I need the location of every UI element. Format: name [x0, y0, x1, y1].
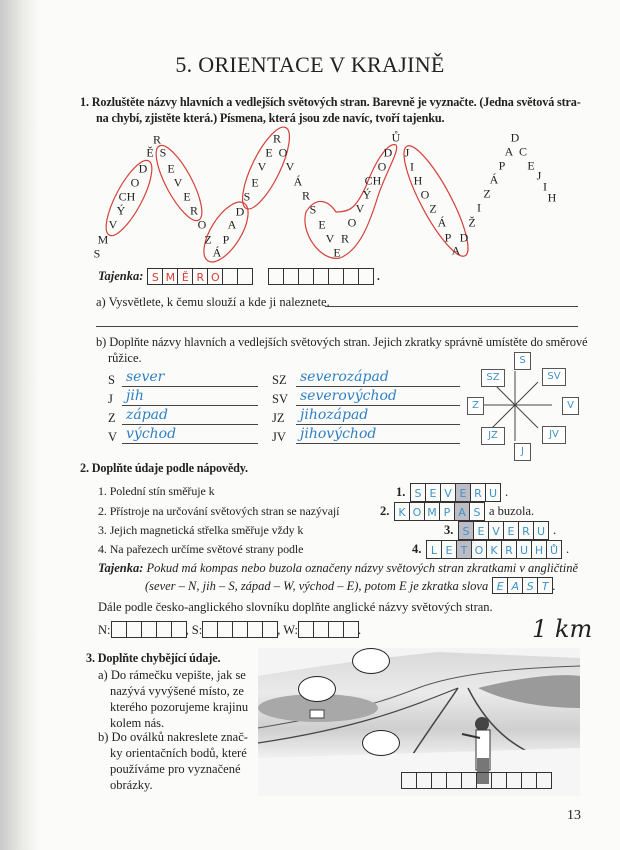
tajenka-box[interactable]	[283, 268, 299, 285]
english-names-row: N: , S: , W: .	[98, 622, 362, 637]
compass-sw[interactable]: JZ	[481, 427, 505, 445]
hill-box[interactable]	[416, 772, 432, 789]
hill-box[interactable]	[521, 772, 537, 789]
direction-abbr: JV	[272, 430, 286, 444]
tajenka-row: Tajenka: S M Ě R O .	[98, 267, 381, 284]
puzzle-letter: J	[404, 145, 410, 160]
crossword-row	[458, 521, 556, 540]
puzzle-letter: Ů	[391, 130, 401, 145]
crossword-cell[interactable]: E	[441, 540, 457, 559]
tajenka-box[interactable]	[313, 268, 329, 285]
handwritten-answer: jih	[126, 388, 144, 404]
compass-e[interactable]: V	[562, 397, 579, 415]
crossword-cell[interactable]: S	[458, 521, 474, 540]
crossword-cell[interactable]: K	[394, 502, 410, 521]
ex3-a	[98, 667, 248, 731]
direction-abbr: JZ	[272, 411, 285, 425]
north-label: N:	[98, 622, 111, 637]
direction-abbr: S	[108, 373, 115, 387]
row-number: 4.	[412, 542, 422, 556]
crossword-cell[interactable]: S	[469, 502, 485, 521]
north-box[interactable]	[141, 621, 157, 638]
north-box[interactable]	[111, 621, 127, 638]
east-answer-boxes	[492, 577, 552, 594]
puzzle-letter: S	[243, 189, 251, 204]
puzzle-letter: Á	[212, 245, 222, 260]
puzzle-letter: H	[413, 173, 423, 188]
west-box[interactable]	[313, 621, 329, 638]
puzzle-letter: S	[309, 202, 317, 217]
puzzle-letter: R	[301, 188, 311, 203]
hill-box[interactable]	[506, 772, 522, 789]
row-suffix: .	[566, 542, 570, 556]
puzzle-letter: E	[251, 175, 259, 190]
handwritten-answer: severovýchod	[300, 388, 397, 404]
puzzle-letter: E	[318, 217, 326, 232]
compass-n[interactable]: S	[514, 352, 531, 370]
question-b-2: růžice.	[108, 351, 142, 365]
hill-name-boxes[interactable]	[401, 772, 551, 789]
text-line: obrázky.	[110, 778, 153, 792]
page-number: 13	[567, 808, 581, 823]
answer-line-a2[interactable]	[96, 326, 578, 327]
row-suffix: a buzola.	[489, 504, 535, 518]
puzzle-letter: A	[451, 243, 461, 258]
puzzle-letter: Á	[437, 215, 447, 230]
handwritten-answer: jihozápad	[300, 407, 369, 423]
puzzle-letter: O	[197, 217, 207, 232]
row-suffix: .	[553, 523, 557, 537]
row-number: 3.	[444, 523, 454, 537]
west-box[interactable]	[298, 621, 314, 638]
puzzle-letter: S	[159, 145, 167, 160]
west-box[interactable]	[328, 621, 344, 638]
crossword-cell[interactable]: R	[501, 540, 517, 559]
crossword-row	[410, 483, 508, 502]
puzzle-letter: A	[227, 217, 237, 232]
answer-line[interactable]	[296, 443, 460, 444]
handwritten-note: 1 km	[532, 615, 593, 643]
crossword-cell[interactable]: R	[518, 521, 534, 540]
tajenka-box[interactable]	[298, 268, 314, 285]
tajenka-box[interactable]	[358, 268, 374, 285]
ex2-tajenka-1	[98, 560, 578, 576]
puzzle-letter: D	[383, 145, 393, 160]
landscape-illustration	[258, 648, 580, 796]
puzzle-letter: Ě	[146, 145, 154, 160]
puzzle-letter: I	[410, 159, 414, 174]
puzzle-letter: V	[325, 231, 335, 246]
north-box[interactable]	[171, 621, 187, 638]
crossword-cell[interactable]: E	[473, 521, 489, 540]
puzzle-letter: R	[272, 131, 282, 146]
crossword-cell[interactable]: P	[439, 502, 455, 521]
west-box[interactable]	[343, 621, 359, 638]
puzzle-letter: V	[285, 159, 295, 174]
south-box[interactable]	[217, 621, 233, 638]
tajenka-label: Tajenka:	[98, 268, 144, 283]
puzzle-letter: O	[377, 159, 387, 174]
row-number: 2.	[380, 504, 390, 518]
ex2-tajenka-label: Tajenka:	[98, 561, 144, 575]
text-line: používáme pro vyznačené	[110, 762, 241, 776]
crossword-cell[interactable]: K	[486, 540, 502, 559]
puzzle-letter: V	[173, 175, 183, 190]
compass-ne[interactable]: SV	[542, 368, 566, 386]
puzzle-letter: I	[477, 200, 481, 215]
handwritten-answer: severozápad	[300, 369, 389, 385]
ex1-instruction-2: na chybí, zjistěte která.) Písmena, která jsou zde navíc, tvoří tajenku.	[96, 111, 445, 125]
text-line: kolem nás.	[110, 716, 165, 730]
hill-box[interactable]	[431, 772, 447, 789]
north-boxes[interactable]	[111, 621, 186, 638]
crossword-cell[interactable]: L	[426, 540, 442, 559]
puzzle-letter: E	[265, 145, 273, 160]
puzzle-letter: D	[138, 161, 148, 176]
answer-line[interactable]	[122, 424, 258, 425]
compass-se[interactable]: JV	[542, 426, 566, 444]
direction-abbr: J	[108, 392, 113, 406]
answer-line[interactable]	[122, 386, 258, 387]
ex2-instruction: 2. Doplňte údaje podle nápovědy.	[80, 461, 248, 475]
puzzle-letter: E	[183, 189, 191, 204]
row-suffix: .	[505, 485, 509, 499]
answer-line-a1[interactable]	[325, 306, 578, 307]
tajenka-box[interactable]	[268, 268, 284, 285]
tajenka-box[interactable]	[328, 268, 344, 285]
oval-2[interactable]	[298, 676, 336, 702]
east-box[interactable]: A	[507, 577, 523, 594]
dictionary-instruction: Dále podle česko-anglického slovníku doplňte anglické názvy světových stran.	[98, 600, 493, 614]
crossword-cell[interactable]: Ů	[546, 540, 562, 559]
ex2-item-1: 1. Polední stín směřuje k	[98, 484, 215, 498]
tajenka-box[interactable]: M	[162, 268, 178, 285]
hill-box[interactable]	[476, 772, 492, 789]
ex3-instruction: 3. Doplňte chybějící údaje.	[86, 651, 221, 665]
puzzle-letter: C	[518, 144, 528, 159]
hill-box[interactable]	[491, 772, 507, 789]
ex2-item-4: 4. Na pařezech určíme světové strany podle	[98, 542, 304, 556]
ex2-item-2: 2. Přístroje na určování světových stran se nazývají	[98, 504, 340, 518]
puzzle-letter: P	[222, 232, 230, 247]
crossword-cell[interactable]: U	[533, 521, 549, 540]
text-line: ky orientačních bodů, které	[110, 746, 247, 760]
crossword-cell[interactable]: V	[440, 483, 456, 502]
handwritten-answer: západ	[126, 407, 168, 423]
puzzle-letter: O	[420, 187, 430, 202]
south-box[interactable]	[232, 621, 248, 638]
crossword-cell[interactable]: E	[455, 483, 471, 502]
crossword-cell[interactable]: T	[456, 540, 472, 559]
puzzle-letter: Á	[489, 172, 499, 187]
puzzle-letter: P	[444, 230, 452, 245]
east-box[interactable]: E	[492, 577, 508, 594]
ex2-tajenka-text-2: (sever – N, jih – S, západ – W, východ – E), potom E je zkratka slova	[145, 578, 489, 593]
puzzle-letter: Z	[483, 186, 491, 201]
puzzle-letter: V	[108, 217, 118, 232]
north-box[interactable]	[156, 621, 172, 638]
west-boxes[interactable]	[298, 621, 358, 638]
hill-box[interactable]	[401, 772, 417, 789]
puzzle-letter: Á	[293, 174, 303, 189]
answer-line[interactable]	[296, 405, 460, 406]
hill-box[interactable]	[461, 772, 477, 789]
puzzle-letter: V	[257, 159, 267, 174]
puzzle-letter: Ý	[116, 203, 126, 218]
puzzle-letter: CH	[118, 189, 136, 204]
south-boxes[interactable]	[202, 621, 277, 638]
oval-3[interactable]	[362, 730, 400, 756]
south-label: , S:	[185, 622, 203, 637]
crossword-cell[interactable]: U	[516, 540, 532, 559]
crossword-cell[interactable]: S	[410, 483, 426, 502]
puzzle-letter: O	[347, 215, 357, 230]
question-b-1: b) Doplňte názvy hlavních a vedlejších světových stran. Jejich zkratky správně umístěte do směrové	[96, 335, 588, 349]
puzzle-letter: O	[130, 175, 140, 190]
west-label: , W:	[277, 622, 299, 637]
puzzle-letter: E	[527, 158, 535, 173]
crossword-cell[interactable]: E	[503, 521, 519, 540]
handwritten-answer: jihovýchod	[300, 426, 377, 442]
handwritten-answer: východ	[126, 426, 177, 442]
puzzle-letter: R	[189, 203, 199, 218]
puzzle-letter: I	[543, 179, 547, 194]
text-line: nazývá vyvýšené místo, ze	[110, 684, 244, 698]
tajenka-word-2	[268, 267, 373, 285]
row-number: 1.	[396, 485, 406, 499]
direction-abbr: V	[108, 430, 118, 444]
puzzle-letter: E	[167, 161, 175, 176]
puzzle-letter: A	[504, 144, 514, 159]
tajenka-word-1	[147, 267, 252, 285]
answer-line[interactable]	[296, 424, 460, 425]
crossword-row	[426, 540, 569, 559]
page-title: 5. ORIENTACE V KRAJINĚ	[175, 52, 445, 77]
compass-nw[interactable]: SZ	[481, 369, 505, 387]
crossword-cell[interactable]: H	[531, 540, 547, 559]
handwritten-answer: sever	[126, 369, 165, 385]
puzzle-letter: D	[510, 130, 520, 145]
hill-box[interactable]	[536, 772, 552, 789]
direction-abbr: SZ	[272, 373, 287, 387]
tajenka-box[interactable]	[343, 268, 359, 285]
crossword-cell[interactable]: E	[425, 483, 441, 502]
puzzle-loops	[0, 0, 620, 280]
text-line: kterého pozorujeme krajinu	[110, 700, 249, 714]
puzzle-letter: E	[333, 245, 341, 260]
crossword-cell[interactable]: U	[485, 483, 501, 502]
puzzle-letter: H	[547, 190, 557, 205]
ex2-tajenka-text-1: Pokud má kompas nebo buzola označeny názvy světových stran zkratkami v angličtině	[146, 561, 578, 575]
tajenka-box[interactable]: R	[192, 268, 208, 285]
south-box[interactable]	[202, 621, 218, 638]
puzzle-letter: D	[459, 230, 469, 245]
east-box[interactable]: T	[537, 577, 553, 594]
text-line: a) Do rámečku vepište, jak se	[98, 668, 246, 682]
crossword-cell[interactable]: V	[488, 521, 504, 540]
compass-s[interactable]: J	[514, 443, 531, 461]
puzzle-letter: Z	[204, 232, 212, 247]
answer-line[interactable]	[122, 405, 258, 406]
direction-abbr: SV	[272, 392, 288, 406]
puzzle-letter: Ý	[362, 187, 372, 202]
puzzle-letter: R	[152, 132, 162, 147]
hill-box[interactable]	[446, 772, 462, 789]
puzzle-letter: J	[536, 168, 542, 183]
puzzle-letter: CH	[364, 173, 382, 188]
puzzle-letter: Ž	[468, 215, 476, 230]
ex3-b	[98, 729, 248, 793]
south-box[interactable]	[262, 621, 278, 638]
tajenka-box[interactable]	[237, 268, 253, 285]
puzzle-letter: D	[235, 204, 245, 219]
north-box[interactable]	[126, 621, 142, 638]
text-line: b) Do oválků nakreslete znač-	[98, 730, 248, 744]
question-a: a) Vysvětlete, k čemu slouží a kde ji naleznete.	[96, 295, 330, 309]
puzzle-letter: V	[355, 201, 365, 216]
puzzle-letter: P	[498, 158, 506, 173]
answer-line[interactable]	[296, 386, 460, 387]
puzzle-letter: Z	[429, 201, 437, 216]
tajenka-box[interactable]: Ě	[177, 268, 193, 285]
ex1-instruction-1: 1. Rozluštěte názvy hlavních a vedlejších světových stran. Barevně je vyznačte. (Jedna světová stra-	[80, 95, 581, 109]
puzzle-letter: S	[93, 246, 101, 261]
answer-line[interactable]	[122, 443, 258, 444]
crossword-cell[interactable]: M	[424, 502, 440, 521]
crossword-row	[394, 502, 534, 521]
east-box[interactable]: S	[522, 577, 538, 594]
tajenka-box[interactable]: S	[147, 268, 163, 285]
direction-abbr: Z	[108, 411, 116, 425]
crossword-cell[interactable]: A	[454, 502, 470, 521]
ex2-tajenka-2: (sever – N, jih – S, západ – W, východ – E), potom E je zkratka slova E A S T .	[145, 578, 556, 593]
compass-w[interactable]: Z	[467, 397, 484, 415]
ex2-item-3: 3. Jejich magnetická střelka směřuje vždy k	[98, 523, 304, 537]
puzzle-letter: M	[97, 232, 109, 247]
puzzle-letter: O	[278, 145, 288, 160]
south-box[interactable]	[247, 621, 263, 638]
tajenka-box[interactable]	[222, 268, 238, 285]
oval-1[interactable]	[352, 648, 390, 674]
crossword-cell[interactable]: O	[409, 502, 425, 521]
tajenka-box[interactable]: O	[207, 268, 223, 285]
puzzle-letter: R	[340, 231, 350, 246]
crossword-cell[interactable]: R	[470, 483, 486, 502]
crossword-cell[interactable]: O	[471, 540, 487, 559]
